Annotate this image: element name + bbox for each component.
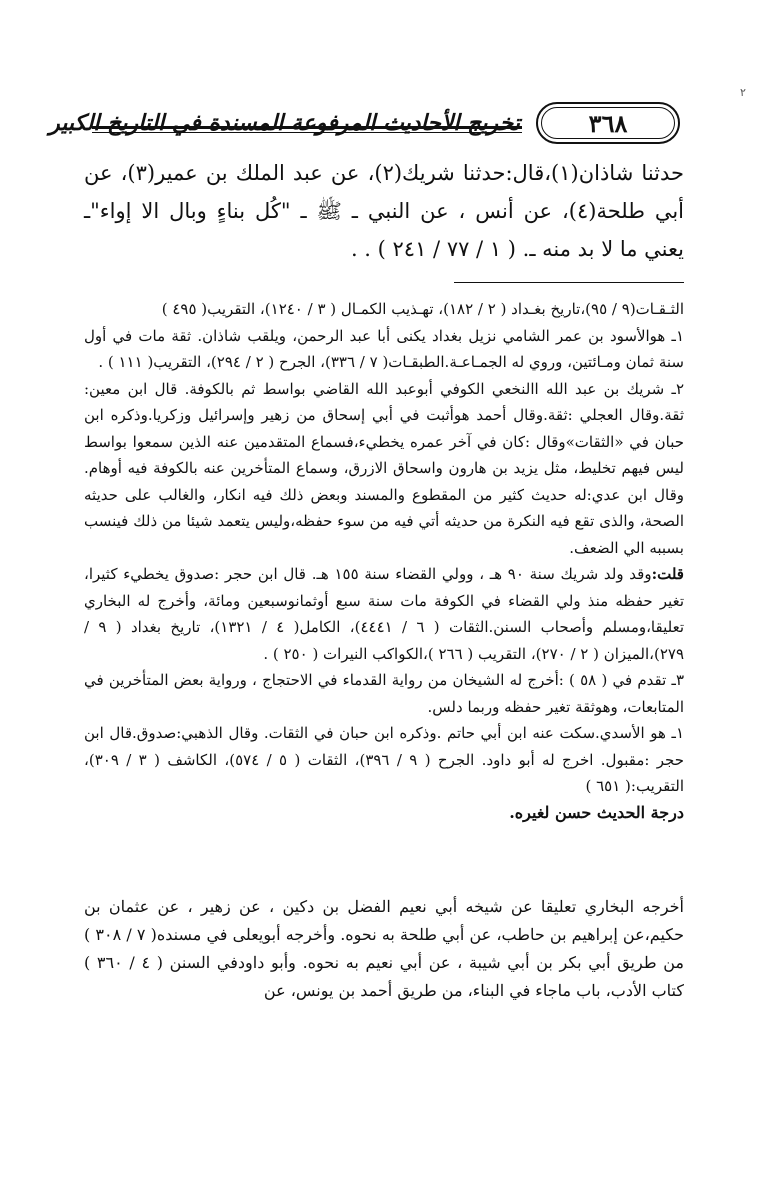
- hadith-text: [84, 154, 684, 268]
- book-title: تخريج الأحاديث المرفوعة المسندة في التاريخ الكبير: [49, 110, 520, 136]
- page-header: [49, 102, 680, 146]
- footnote-3: ٣ـ تقدم في ( ٥٨ ) :أخرج له الشيخان من رواية القدماء في الاحتجاج ، ورواية بعض المتأخرين في المتابعات، وهوثقة تغير حفظه وربما دلس.: [84, 671, 684, 716]
- header-rule-thin: [92, 132, 522, 133]
- footnote-2: ٢ـ شريك بن عبد الله االنخعي الكوفي أبوعبد الله القاضي بواسط ثم بالكوفة. قال ابن معين: ثقة.وقال العجلي :ثقة.وقال أحمد هوأثبت في أبي إسحاق من زهير وإسرائيل وزكريا.وذكره ابن حبان في «الثقات»وقال :كان في آخر عمره يخطيء،فسماع المتقدمين عنه الذين سمعوا بواسط ليس فيهم تخليط، مثل يزيد بن هارون واسحاق الازرق، وسماع المتأخرين عنه بالكوفة فيه أوهام. وقال ابن عدي:له حديث كثير من المقطوع والمسند وبعض ذلك فيه انكار، والغالب على حديثه الصحة، والذى تقع فيه النكرة من حديثه أتي فيه من سوء حفظه،وليس يتعمد شيئا من ذلك فينسب بسببه الي الضعف.: [84, 379, 684, 557]
- page-number-badge: [536, 102, 680, 144]
- page-number: ٣٦٨: [588, 108, 628, 138]
- corner-mark: ٢: [740, 86, 746, 99]
- footnote-0: الثـقـات(٩ / ٩٥)،تاريخ بغـداد ( ٢ / ١٨٢)، تهـذيب الكمـال ( ٣ / ١٢٤٠)، التقريب( ٤٩٥ ): [161, 300, 684, 318]
- takhrij-paragraph: أخرجه البخاري تعليقا عن شيخه أبي نعيم الفضل بن دكين ، عن زهير ، عن عثمان بن حكيم،عن إبراهيم بن حاطب، عن أبي طلحة به نحوه. وأخرجه أبويعلى في مسنده( ٧ / ٣٠٨ ) من طريق أبي بكر بن أبي شيبة ، عن أبي نعيم به نحوه. وأبو داودفي السنن ( ٤ / ٣٦٠ ) كتاب الأدب، باب ماجاء في البناء، من طريق أحمد بن يونس، عن: [84, 897, 685, 1000]
- footnote-2-cont: [84, 561, 684, 667]
- takhrij-text: [84, 893, 684, 1005]
- header-rule: [92, 126, 522, 129]
- hadith-grade: درجة الحديث حسن لغيره.: [509, 802, 684, 822]
- footnote-separator: [454, 282, 684, 283]
- footnote-4: ١ـ هو الأسدي.سكت عنه ابن أبي حاتم .وذكره ابن حبان في الثقات. وقال الذهبي:صدوق.قال ابن حجر :مقبول. اخرج له أبو داود. الجرح ( ٩ / ٣٩٦)، الثقات ( ٥ / ٥٧٤)، الكاشف ( ٣ / ٣٠٩)، التقريب:( ٦٥١ ): [84, 724, 685, 795]
- footnote-2-cont-text: وقد ولد شريك سنة ٩٠ هـ ، وولي القضاء سنة ١٥٥ هـ. قال ابن حجر :صدوق يخطيء كثيرا، تغير حفظه منذ ولي القضاء في الكوفة مات سنة سبع أوثمانوسبعين ومائة، وأخرج له البخاري تعليقا،ومسلم وأصحاب السنن.الثقات ( ٦ / ٤٤٤١)، الكامل( ٤ / ١٣٢١)، تاريخ بغداد ( ٩ / ٢٧٩)،الميزان ( ٢ / ٢٧٠)، التقريب ( ٢٦٦ )،الكواكب النيرات ( ٢٥٠ ) .: [84, 565, 684, 663]
- qult-label: قلت:: [651, 565, 684, 583]
- footnotes: [84, 296, 684, 826]
- footnote-1: ١ـ هوالأسود بن عمر الشامي نزيل بغداد يكنى أبا عبد الرحمن، ويلقب شاذان. ثقة مات في أول سنة ثمان ومـائتين، وروي له الجمـاعـة.الطبقـات( ٧ / ٣٣٦)، الجرح ( ٢ / ٢٩٤)، التقريب( ١١١ ) .: [84, 326, 684, 371]
- hadith-paragraph: حدثنا شاذان(١)،قال:حدثنا شريك(٢)، عن عبد الملك بن عمير(٣)، عن أبي طلحة(٤)، عن أنس ، عن النبي ـ ﷺ ـ "كُل بناءٍ وبال الا إواء"ـ يعني ما لا بد منه ـ. ( ١ / ٧٧ / ٢٤١ ) . .: [84, 161, 685, 261]
